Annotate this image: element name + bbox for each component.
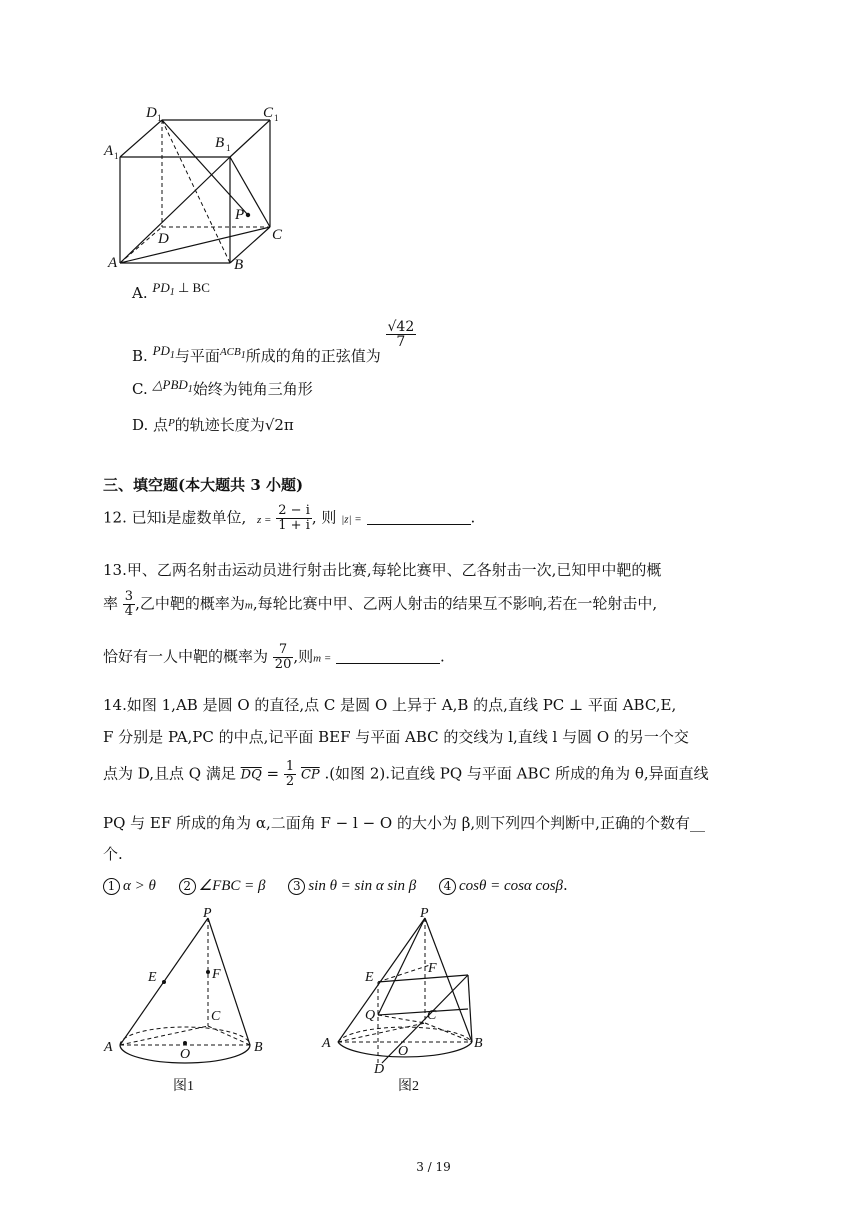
svg-text:B: B <box>254 1040 263 1055</box>
svg-text:1: 1 <box>226 143 231 153</box>
label-a: A <box>108 255 118 271</box>
svg-text:P: P <box>203 906 212 921</box>
question-14-line4: PQ 与 EF 所成的角为 α,二面角 F − l − O 的大小为 β,则下列四个判断中,正确的个数有__ <box>103 814 705 832</box>
svg-text:E: E <box>148 970 157 985</box>
option-b: B. $PD_1$与平面$^{ACB1}$所成的角的正弦值为 $\frac{√42}{7}$ <box>132 319 415 365</box>
svg-text:A: A <box>104 1040 113 1055</box>
question-14-line5: 个. <box>103 845 123 863</box>
cube-figure <box>100 95 300 275</box>
label-p: P <box>235 207 245 223</box>
svg-text:1: 1 <box>114 151 119 161</box>
question-14-line3: 点为 D,且点 Q 满足 $\overline{DQ}$ = $\frac{1}{2}$ $\overline{CP}$ .(如图 2).记直线 PQ 与平面 ABC 所成的角为 θ,异面直线 <box>103 759 709 789</box>
label-c1: C <box>263 105 274 121</box>
svg-text:1: 1 <box>274 113 279 123</box>
point-p-dot <box>246 213 250 217</box>
option-c: C. $\triangle PBD_1$始终为钝角三角形 <box>132 377 313 398</box>
label-c: C <box>272 227 283 243</box>
svg-text:O: O <box>398 1044 409 1059</box>
svg-text:A: A <box>322 1036 331 1051</box>
svg-text:D: D <box>374 1062 385 1077</box>
svg-text:Q: Q <box>365 1008 376 1023</box>
figure-2 <box>318 905 493 1095</box>
page-number: 3 / 19 <box>416 1160 451 1174</box>
answer-blank-13[interactable] <box>336 649 440 664</box>
svg-text:F: F <box>428 961 437 976</box>
svg-text:C: C <box>211 1009 221 1024</box>
label-a1: A <box>104 143 114 159</box>
label-b1: B <box>215 135 225 151</box>
label-b: B <box>234 257 244 273</box>
option-a: A. $PD_1$ ⊥ BC <box>132 280 210 302</box>
svg-text:E: E <box>365 970 374 985</box>
question-13-line2: 率 $\frac{3}{4}$ ,乙中靶的概率为m,每轮比赛中甲、乙两人射击的结果互不影响,若在一轮射击中, <box>103 589 658 619</box>
svg-text:O: O <box>180 1047 191 1062</box>
answer-blank-12[interactable] <box>367 510 471 525</box>
svg-text:C: C <box>427 1008 437 1023</box>
section-heading: 三、填空题(本大题共 3 小题) <box>103 476 304 494</box>
svg-text:P: P <box>420 906 429 921</box>
question-14-judgements: 1 α > θ 2 ∠FBC = β 3 sin θ = sin α sin β 4 cosθ = cosα cosβ. <box>103 876 568 895</box>
svg-text:1: 1 <box>157 113 162 123</box>
svg-text:F: F <box>212 967 221 982</box>
question-13-line1: 13.甲、乙两名射击运动员进行射击比赛,每轮比赛甲、乙各射击一次,已知甲中靶的概 <box>103 561 662 579</box>
question-14-line2: F 分别是 PA,PC 的中点,记平面 BEF 与平面 ABC 的交线为 l,直线 l 与圆 O 的另一个交 <box>103 728 689 746</box>
label-d: D <box>158 231 169 247</box>
figure-2-caption: 图2 <box>398 1079 419 1094</box>
figure-1 <box>100 905 275 1095</box>
option-d: D. 点$^P$的轨迹长度为√2π <box>132 416 294 434</box>
figure-1-caption: 图1 <box>173 1079 194 1094</box>
svg-text:B: B <box>474 1036 483 1051</box>
question-13-line3: 恰好有一人中靶的概率为 $\frac{7}{20}$ ,则m = . <box>103 642 445 672</box>
label-d1: D <box>146 105 157 121</box>
question-12: 12. 已知i是虚数单位, z = $\frac{2 - i}{1 + i}$ , 则 |z| = . <box>103 503 476 533</box>
question-14-line1: 14.如图 1,AB 是圆 O 的直径,点 C 是圆 O 上异于 A,B 的点,直线 PC ⊥ 平面 ABC,E, <box>103 696 677 714</box>
